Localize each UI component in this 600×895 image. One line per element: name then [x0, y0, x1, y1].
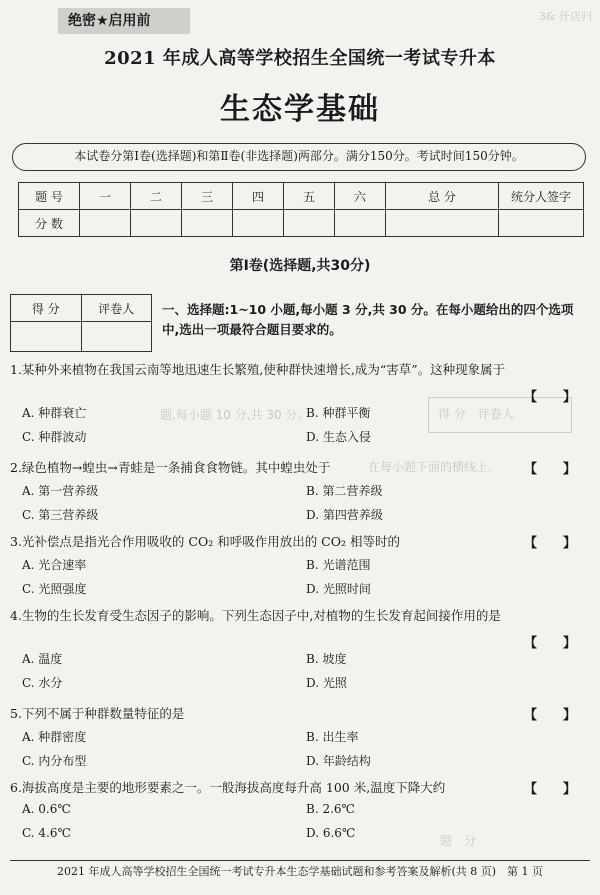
score-table-header-row — [19, 183, 584, 210]
show-through-corner-text: 3& 仟店归 — [538, 10, 592, 23]
score-cell: 三 — [182, 183, 233, 210]
option-c: C. 光照强度 — [22, 582, 87, 596]
score-blank — [499, 210, 584, 237]
show-through-text: 在每小题下面的横线上。 — [368, 460, 501, 474]
show-through-text: 得 分 评卷人 — [438, 407, 514, 421]
option-d: D. 第四营养级 — [306, 508, 383, 522]
score-blank — [335, 210, 386, 237]
options — [10, 728, 588, 776]
exam-instructions: 本试卷分第Ⅰ卷(选择题)和第Ⅱ卷(非选择题)两部分。满分150分。考试时间150分钟。 — [12, 143, 586, 171]
question-4 — [10, 606, 588, 698]
exam-title: 2021 年成人高等学校招生全国统一考试专升本 — [104, 48, 496, 69]
question-stem: 5.下列不属于种群数量特征的是 — [10, 706, 185, 721]
section-heading: 第Ⅰ卷(选择题,共30分) — [229, 258, 371, 274]
section-intro: 一、选择题:1~10 小题,每小题 3 分,共 30 分。在每小题给出的四个选项中,选出一项最符合题目要求的。 — [162, 302, 574, 337]
score-blank — [182, 210, 233, 237]
question-1 — [10, 360, 588, 452]
page-footer: 2021 年成人高等学校招生全国统一考试专升本生态学基础试题和参考答案及解析(共 8 页) 第 1 页 — [10, 860, 590, 884]
score-row-label: 分 数 — [19, 210, 80, 237]
option-c: C. 内分布型 — [22, 754, 87, 768]
answer-bracket: 【 】 — [523, 390, 576, 405]
option-b: B. 坡度 — [306, 652, 347, 666]
option-b: B. 出生率 — [306, 730, 359, 744]
option-c: C. 水分 — [22, 676, 63, 690]
question-stem: 4.生物的生长发育受生态因子的影响。下列生态因子中,对植物的生长发育起间接作用的是 — [10, 608, 501, 623]
options — [10, 650, 588, 698]
question-3 — [10, 532, 588, 604]
option-a: A. 光合速率 — [22, 558, 87, 572]
score-cell: 一 — [80, 183, 131, 210]
option-a: A. 种群密度 — [22, 730, 87, 744]
options — [10, 482, 588, 530]
score-cell: 统分人签字 — [499, 183, 584, 210]
option-a: A. 种群衰亡 — [22, 406, 87, 420]
score-cell: 题 号 — [19, 183, 80, 210]
question-stem: 1.某种外来植物在我国云南等地迅速生长繁殖,使种群快速增长,成为“害草”。这种现象属于 — [10, 362, 506, 377]
option-a: A. 温度 — [22, 652, 63, 666]
option-a: A. 第一营养级 — [22, 484, 99, 498]
options — [10, 404, 588, 452]
score-blank — [80, 210, 131, 237]
option-d: D. 光照 — [306, 676, 347, 690]
score-table-score-row — [19, 210, 584, 237]
score-cell: 六 — [335, 183, 386, 210]
options — [10, 556, 588, 604]
option-c: C. 第三营养级 — [22, 508, 99, 522]
score-cell: 二 — [131, 183, 182, 210]
option-c: C. 种群波动 — [22, 430, 87, 444]
answer-bracket: 【 】 — [523, 536, 576, 551]
score-table — [18, 182, 584, 237]
options — [10, 802, 588, 850]
score-cell: 五 — [284, 183, 335, 210]
show-through-text: 题 分 — [440, 834, 477, 848]
option-c: C. 4.6℃ — [22, 826, 71, 840]
score-blank — [131, 210, 182, 237]
grader-name-label: 评卷人 — [81, 295, 152, 322]
option-b: B. 2.6℃ — [306, 802, 355, 816]
question-stem: 6.海拔高度是主要的地形要素之一。一般海拔高度每升高 100 米,温度下降大约 — [10, 780, 446, 795]
subject-title: 生态学基础 — [220, 92, 380, 127]
option-b: B. 光谱范围 — [306, 558, 371, 572]
grader-box — [10, 294, 152, 352]
show-through-text: 题,每小题 10 分,共 30 分。 — [160, 408, 310, 422]
answer-bracket: 【 】 — [523, 782, 576, 797]
option-b: B. 第二营养级 — [306, 484, 383, 498]
confidential-label: 绝密★启用前 — [58, 8, 190, 34]
grader-blank — [11, 322, 82, 352]
score-cell: 总 分 — [386, 183, 499, 210]
grader-score-label: 得 分 — [11, 295, 82, 322]
option-d: D. 光照时间 — [306, 582, 371, 596]
option-b: B. 种群平衡 — [306, 406, 371, 420]
question-2 — [10, 458, 588, 530]
question-stem: 3.光补偿点是指光合作用吸收的 CO₂ 和呼吸作用放出的 CO₂ 相等时的 — [10, 534, 400, 549]
option-d: D. 年龄结构 — [306, 754, 371, 768]
question-5 — [10, 704, 588, 776]
option-d: D. 生态入侵 — [306, 430, 371, 444]
question-6 — [10, 778, 588, 850]
score-blank — [284, 210, 335, 237]
answer-bracket: 【 】 — [523, 708, 576, 723]
score-blank — [233, 210, 284, 237]
option-a: A. 0.6℃ — [22, 802, 71, 816]
grader-blank — [81, 322, 152, 352]
answer-bracket: 【 】 — [523, 462, 576, 477]
score-cell: 四 — [233, 183, 284, 210]
option-d: D. 6.6℃ — [306, 826, 356, 840]
question-stem: 2.绿色植物→蝗虫→青蛙是一条捕食食物链。其中蝗虫处于 — [10, 460, 331, 475]
answer-bracket: 【 】 — [523, 636, 576, 651]
score-blank — [386, 210, 499, 237]
